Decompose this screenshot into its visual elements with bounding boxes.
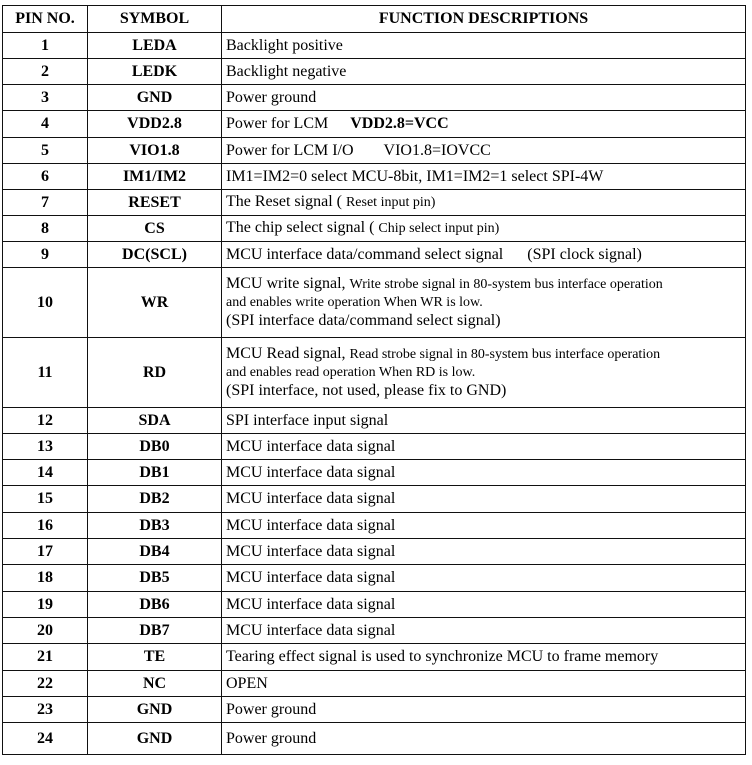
pin-symbol: DB6 xyxy=(88,592,222,618)
pin-symbol: WR xyxy=(88,268,222,338)
pin-symbol: DB7 xyxy=(88,618,222,644)
pin-description-line2: and enables read operation When RD is low. xyxy=(226,365,476,380)
pin-number: 3 xyxy=(3,85,88,111)
header-symbol: SYMBOL xyxy=(88,6,222,33)
pin-symbol: LEDK xyxy=(88,59,222,85)
pin-description-text: MCU interface data/command select signal xyxy=(226,245,504,263)
table-row xyxy=(3,59,746,85)
pin-symbol: TE xyxy=(88,644,222,671)
pin-number: 6 xyxy=(3,164,88,190)
pin-description-line3: (SPI interface, not used, please fix to GND) xyxy=(226,382,507,399)
pin-description-line2: and enables write operation When WR is low. xyxy=(226,295,483,310)
pin-description xyxy=(222,216,746,242)
pin-symbol: DB3 xyxy=(88,513,222,539)
pin-symbol: IM1/IM2 xyxy=(88,164,222,190)
table-header-row xyxy=(3,6,746,33)
pin-description-note: VDD2.8=VCC xyxy=(350,115,449,132)
pin-description-line3: (SPI interface data/command select signal) xyxy=(226,312,501,329)
table-row xyxy=(3,434,746,460)
pin-description-note: Read strobe signal in 80-system bus interface operation xyxy=(349,347,661,362)
pin-number: 7 xyxy=(3,190,88,216)
pin-symbol: VIO1.8 xyxy=(88,138,222,164)
pin-symbol: DB0 xyxy=(88,434,222,460)
pin-description: MCU interface data signal xyxy=(222,513,746,539)
table-row xyxy=(3,85,746,111)
pin-symbol: RESET xyxy=(88,190,222,216)
pin-description: Backlight positive xyxy=(222,33,746,59)
pin-description: MCU interface data signal xyxy=(222,460,746,486)
pin-number: 2 xyxy=(3,59,88,85)
table-row xyxy=(3,565,746,592)
pin-number: 24 xyxy=(3,723,88,755)
pin-symbol: GND xyxy=(88,697,222,723)
pin-description: Tearing effect signal is used to synchronize MCU to frame memory xyxy=(222,644,746,671)
pin-description-note: (SPI clock signal) xyxy=(527,245,642,263)
pin-description: MCU interface data signal xyxy=(222,486,746,513)
pin-number: 22 xyxy=(3,671,88,697)
pin-description: SPI interface input signal xyxy=(222,408,746,434)
table-row xyxy=(3,111,746,138)
table-row xyxy=(3,697,746,723)
pin-description: Backlight negative xyxy=(222,59,746,85)
table-row xyxy=(3,338,746,408)
pin-symbol: DB4 xyxy=(88,539,222,565)
pin-symbol: SDA xyxy=(88,408,222,434)
pin-description: OPEN xyxy=(222,671,746,697)
table-row xyxy=(3,138,746,164)
pin-description: MCU interface data signal xyxy=(222,592,746,618)
pin-description: MCU interface data signal xyxy=(222,565,746,592)
pin-description-note: Reset input pin) xyxy=(345,195,436,210)
table-row xyxy=(3,486,746,513)
pin-description-note: Chip select input pin) xyxy=(378,221,500,236)
table-row xyxy=(3,190,746,216)
pin-symbol: GND xyxy=(88,723,222,755)
table-row xyxy=(3,723,746,755)
pin-function-table xyxy=(2,5,746,755)
pin-symbol: RD xyxy=(88,338,222,408)
pin-description: MCU interface data signal xyxy=(222,539,746,565)
pin-description-text: The chip select signal ( xyxy=(226,219,375,236)
pin-number: 13 xyxy=(3,434,88,460)
pin-number: 9 xyxy=(3,242,88,268)
pin-symbol: LEDA xyxy=(88,33,222,59)
pin-description xyxy=(222,338,746,408)
table-row xyxy=(3,164,746,190)
pin-description: Power ground xyxy=(222,697,746,723)
pin-number: 23 xyxy=(3,697,88,723)
table-row xyxy=(3,644,746,671)
pin-number: 15 xyxy=(3,486,88,513)
pin-description xyxy=(222,111,746,138)
pin-table-wrapper xyxy=(2,5,746,755)
pin-symbol: DC(SCL) xyxy=(88,242,222,268)
pin-description: Power ground xyxy=(222,85,746,111)
pin-description-text: MCU write signal, xyxy=(226,275,346,292)
pin-description-note: Write strobe signal in 80-system bus interface operation xyxy=(349,277,663,292)
pin-number: 21 xyxy=(3,644,88,671)
pin-number: 20 xyxy=(3,618,88,644)
table-row xyxy=(3,33,746,59)
pin-description xyxy=(222,138,746,164)
pin-description xyxy=(222,242,746,268)
pin-number: 11 xyxy=(3,338,88,408)
table-row xyxy=(3,408,746,434)
pin-description-note: VIO1.8=IOVCC xyxy=(383,141,491,159)
pin-symbol: NC xyxy=(88,671,222,697)
pin-number: 17 xyxy=(3,539,88,565)
pin-description xyxy=(222,268,746,338)
pin-description: MCU interface data signal xyxy=(222,434,746,460)
pin-symbol: VDD2.8 xyxy=(88,111,222,138)
pin-number: 5 xyxy=(3,138,88,164)
pin-symbol: CS xyxy=(88,216,222,242)
pin-description: Power ground xyxy=(222,723,746,755)
pin-description-text: The Reset signal ( xyxy=(226,193,342,210)
table-row xyxy=(3,268,746,338)
table-row xyxy=(3,460,746,486)
pin-symbol: GND xyxy=(88,85,222,111)
pin-description: IM1=IM2=0 select MCU-8bit, IM1=IM2=1 select SPI-4W xyxy=(222,164,746,190)
pin-number: 1 xyxy=(3,33,88,59)
table-row xyxy=(3,242,746,268)
table-row xyxy=(3,216,746,242)
pin-number: 16 xyxy=(3,513,88,539)
pin-number: 8 xyxy=(3,216,88,242)
pin-description-text: Power for LCM I/O xyxy=(226,141,354,159)
pin-number: 4 xyxy=(3,111,88,138)
header-function-descriptions: FUNCTION DESCRIPTIONS xyxy=(222,6,746,33)
pin-description xyxy=(222,190,746,216)
pin-number: 19 xyxy=(3,592,88,618)
pin-symbol: DB5 xyxy=(88,565,222,592)
pin-symbol: DB2 xyxy=(88,486,222,513)
pin-symbol: DB1 xyxy=(88,460,222,486)
header-pin-no: PIN NO. xyxy=(3,6,88,33)
pin-number: 12 xyxy=(3,408,88,434)
table-row xyxy=(3,539,746,565)
pin-description-text: Power for LCM xyxy=(226,115,329,132)
table-row xyxy=(3,618,746,644)
pin-description-text: MCU Read signal, xyxy=(226,345,346,362)
table-row xyxy=(3,592,746,618)
table-row xyxy=(3,513,746,539)
pin-number: 18 xyxy=(3,565,88,592)
table-row xyxy=(3,671,746,697)
pin-number: 14 xyxy=(3,460,88,486)
pin-number: 10 xyxy=(3,268,88,338)
pin-description: MCU interface data signal xyxy=(222,618,746,644)
